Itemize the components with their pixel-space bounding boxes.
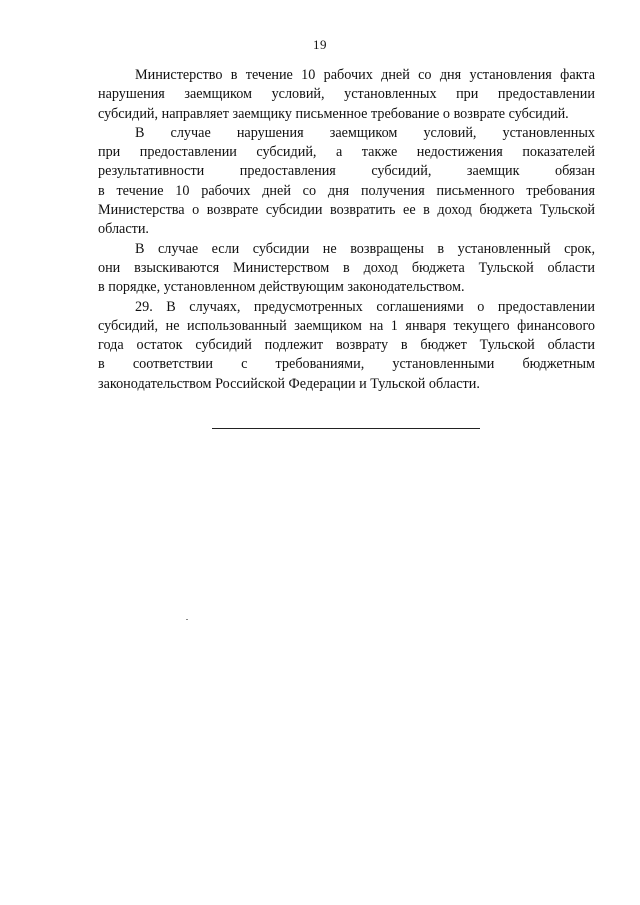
text-line: субсидий, направляет заемщику письменное требование о возврате субсидий.	[98, 105, 569, 122]
paragraph-recovery	[98, 240, 595, 298]
text-line: они взыскиваются Министерством в доход бюджета Тульской области	[98, 259, 595, 276]
scan-speck	[186, 619, 188, 620]
text-line: в течение 10 рабочих дней со дня получения письменного требования	[98, 182, 595, 199]
text-line: года остаток субсидий подлежит возврату в бюджет Тульской области	[98, 337, 595, 354]
paragraph-notification	[98, 66, 595, 124]
page-number: 19	[313, 37, 327, 52]
paragraph-violation	[98, 124, 595, 240]
paragraph-item-29	[98, 298, 595, 394]
text-line: области.	[98, 221, 149, 238]
text-line: Министерства о возврате субсидии возвратить ее в доход бюджета Тульской	[98, 202, 595, 219]
text-line: субсидий, не использованный заемщиком на 1 января текущего финансового	[98, 317, 595, 334]
body-text	[98, 66, 595, 394]
text-line: В случае нарушения заемщиком условий, установленных	[135, 124, 595, 141]
end-separator-line	[212, 428, 480, 429]
text-line: при предоставлении субсидий, а также недостижения показателей	[98, 144, 595, 161]
text-line: законодательством Российской Федерации и Тульской области.	[98, 375, 480, 392]
text-line: нарушения заемщиком условий, установленных при предоставлении	[98, 86, 595, 103]
text-line: результативности предоставления субсидий, заемщик обязан	[98, 163, 595, 180]
text-line: в соответствии с требованиями, установленными бюджетным	[98, 356, 595, 373]
text-line: Министерство в течение 10 рабочих дней со дня установления факта	[135, 67, 595, 83]
text-line: 29. В случаях, предусмотренных соглашениями о предоставлении	[135, 298, 595, 315]
text-line: в порядке, установленном действующим законодательством.	[98, 279, 465, 296]
text-line: В случае если субсидии не возвращены в установленный срок,	[135, 240, 595, 257]
